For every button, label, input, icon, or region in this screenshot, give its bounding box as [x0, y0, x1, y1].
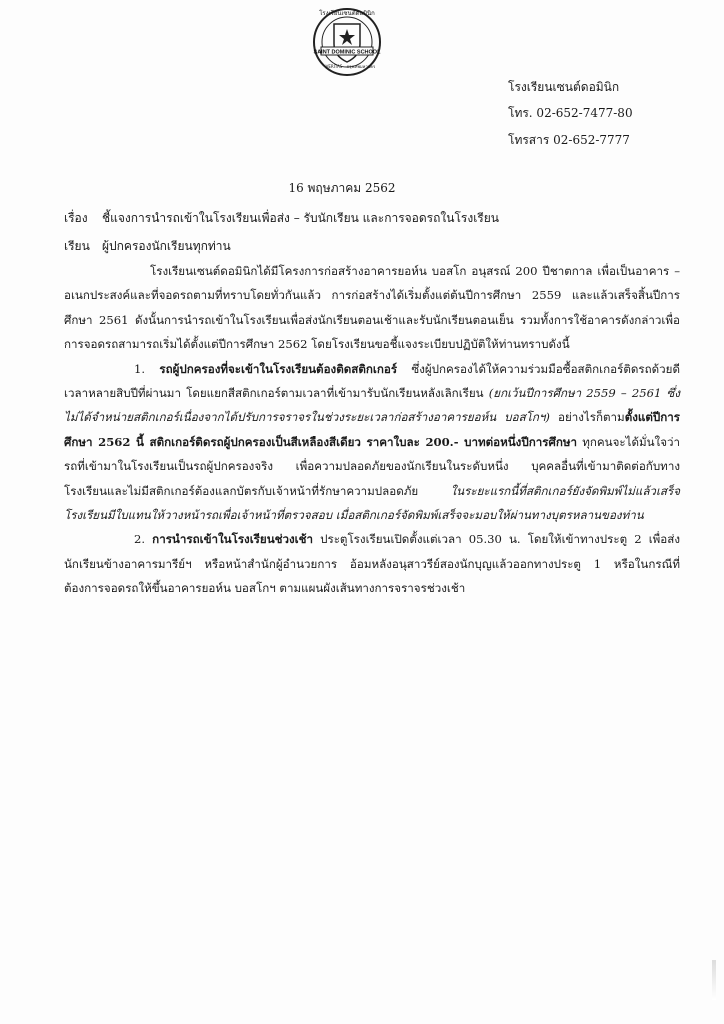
- logo-top-text: โรงเรียนเซนต์ดอมินิก: [319, 10, 375, 17]
- logo-bottom-right-text: กรุงเทพมหานคร: [346, 64, 376, 69]
- item-2-lead: การนำรถเข้าในโรงเรียนช่วงเช้า: [152, 532, 314, 547]
- item-1-lead: รถผู้ปกครองที่จะเข้าในโรงเรียนต้องติดสติกเกอร์: [159, 361, 398, 376]
- item-1-number: 1.: [134, 361, 146, 376]
- logo-bottom-left-text: VERITAS: [325, 64, 343, 69]
- school-fax: โทรสาร 02-652-7777: [508, 133, 630, 147]
- item-1-paragraph: [64, 357, 680, 528]
- item-2-number: 2.: [134, 532, 146, 547]
- subject-text: ชี้แจงการนำรถเข้าในโรงเรียนเพื่อส่ง – รับนักเรียน และการจอดรถในโรงเรียน: [102, 211, 499, 225]
- item-2-paragraph: [64, 527, 680, 600]
- recipient-line: [64, 237, 231, 256]
- letter-body: [64, 259, 680, 601]
- scan-edge-mark: [712, 960, 716, 1000]
- school-phone: โทร. 02-652-7477-80: [508, 106, 633, 120]
- item-2-text: ประตูโรงเรียนเปิดตั้งแต่เวลา 05.30 น. โดยให้เข้าทางประตู 2 เพื่อส่งนักเรียนข้างอาคารมารีย์ฯ หรือหน้าสำนักผู้อำนวยการ อ้อมหลังอนุสาวรีย์สองนักบุญแล้วออกทางประตู 1 หรือในกรณีที่ต้องการจอดรถให้ขึ้นอาคารยอห์น บอสโกฯ ตามแผนผังเส้นทางการจราจรช่วงเช้า: [64, 532, 681, 596]
- item-1-bold-b: ตั้งแต่ปีการศึกษา 2562 นี้ สติกเกอร์ติดรถผู้ปกครองเป็นสีเหลืองสีเดียว ราคาใบละ 200.- บาทต่อหนึ่งปีการศึกษา: [64, 410, 680, 449]
- school-logo: [312, 6, 382, 80]
- logo-band-text: SAINT DOMINIC SCHOOL: [313, 49, 381, 56]
- subject-line: [64, 209, 499, 228]
- item-1-text-c: ทุกคนจะได้มั่นใจว่ารถที่เข้ามาในโรงเรียนเป็นรถผู้ปกครองจริง เพื่อความปลอดภัยของนักเรียนในระดับหนึ่ง บุคคลอื่นที่เข้ามาติดต่อกับทางโรงเรียนและไม่มีสติกเกอร์ต้องแลกบัตรกับเจ้าหน้าที่รักษาความปลอดภัย: [64, 434, 681, 498]
- star-icon: [339, 29, 355, 45]
- item-1-text-a: ซึ่งผู้ปกครองได้ให้ความร่วมมือซื้อสติกเกอร์ติดรถด้วยดีเวลาหลายสิบปีที่ผ่านมา โดยแยกสีสติกเกอร์ตามเวลาที่เข้ามารับนักเรียนหลังเลิกเรียน: [64, 361, 681, 401]
- intro-paragraph: โรงเรียนเซนต์ดอมินิกได้มีโครงการก่อสร้างอาคารยอห์น บอสโก อนุสรณ์ 200 ปีชาตกาล เพื่อเป็นอาคาร – อเนกประสงค์และที่จอดรถตามที่ทราบโดยทั่วกันแล้ว การก่อสร้างได้เริ่มตั้งแต่ต้นปีการศึกษา 2559 และแล้วเสร็จสิ้นปีการศึกษา 2561 ดังนั้นการนำรถเข้าในโรงเรียนเพื่อส่งนักเรียนตอนเช้าและรับนักเรียนตอนเย็น รวมทั้งการใช้อาคารดังกล่าวเพื่อการจอดรถสามารถเริ่มได้ตั้งแต่ปีการศึกษา 2562 โดยโรงเรียนขอชี้แจงระเบียบปฏิบัติให้ท่านทราบดังนี้: [64, 264, 680, 352]
- subject-label: เรื่อง: [64, 211, 88, 225]
- letter-date: 16 พฤษภาคม 2562: [288, 181, 396, 195]
- recipient-text: ผู้ปกครองนักเรียนทุกท่าน: [102, 239, 231, 253]
- item-1-italic-a: (ยกเว้นปีการศึกษา 2559 – 2561 ซึ่งไม่ได้จำหน่ายสติกเกอร์เนื่องจากได้ปรับการจราจรในช่วงระยะเวลาก่อสร้างอาคารยอห์น บอสโกฯ): [64, 386, 681, 425]
- school-name: โรงเรียนเซนต์ดอมินิก: [508, 80, 620, 94]
- recipient-label: เรียน: [64, 239, 90, 253]
- item-1-text-b: อย่างไรก็ตาม: [549, 410, 625, 425]
- item-1-italic-b: ในระยะแรกนี้ที่สติกเกอร์ยังจัดพิมพ์ไม่แล้วเสร็จ โรงเรียนมีใบแทนให้วางหน้ารถเพื่อเจ้าหน้าที่ตรวจสอบ เมื่อสติกเกอร์จัดพิมพ์เสร็จจะมอบให้ผ่านทางบุตรหลานของท่าน: [64, 483, 680, 523]
